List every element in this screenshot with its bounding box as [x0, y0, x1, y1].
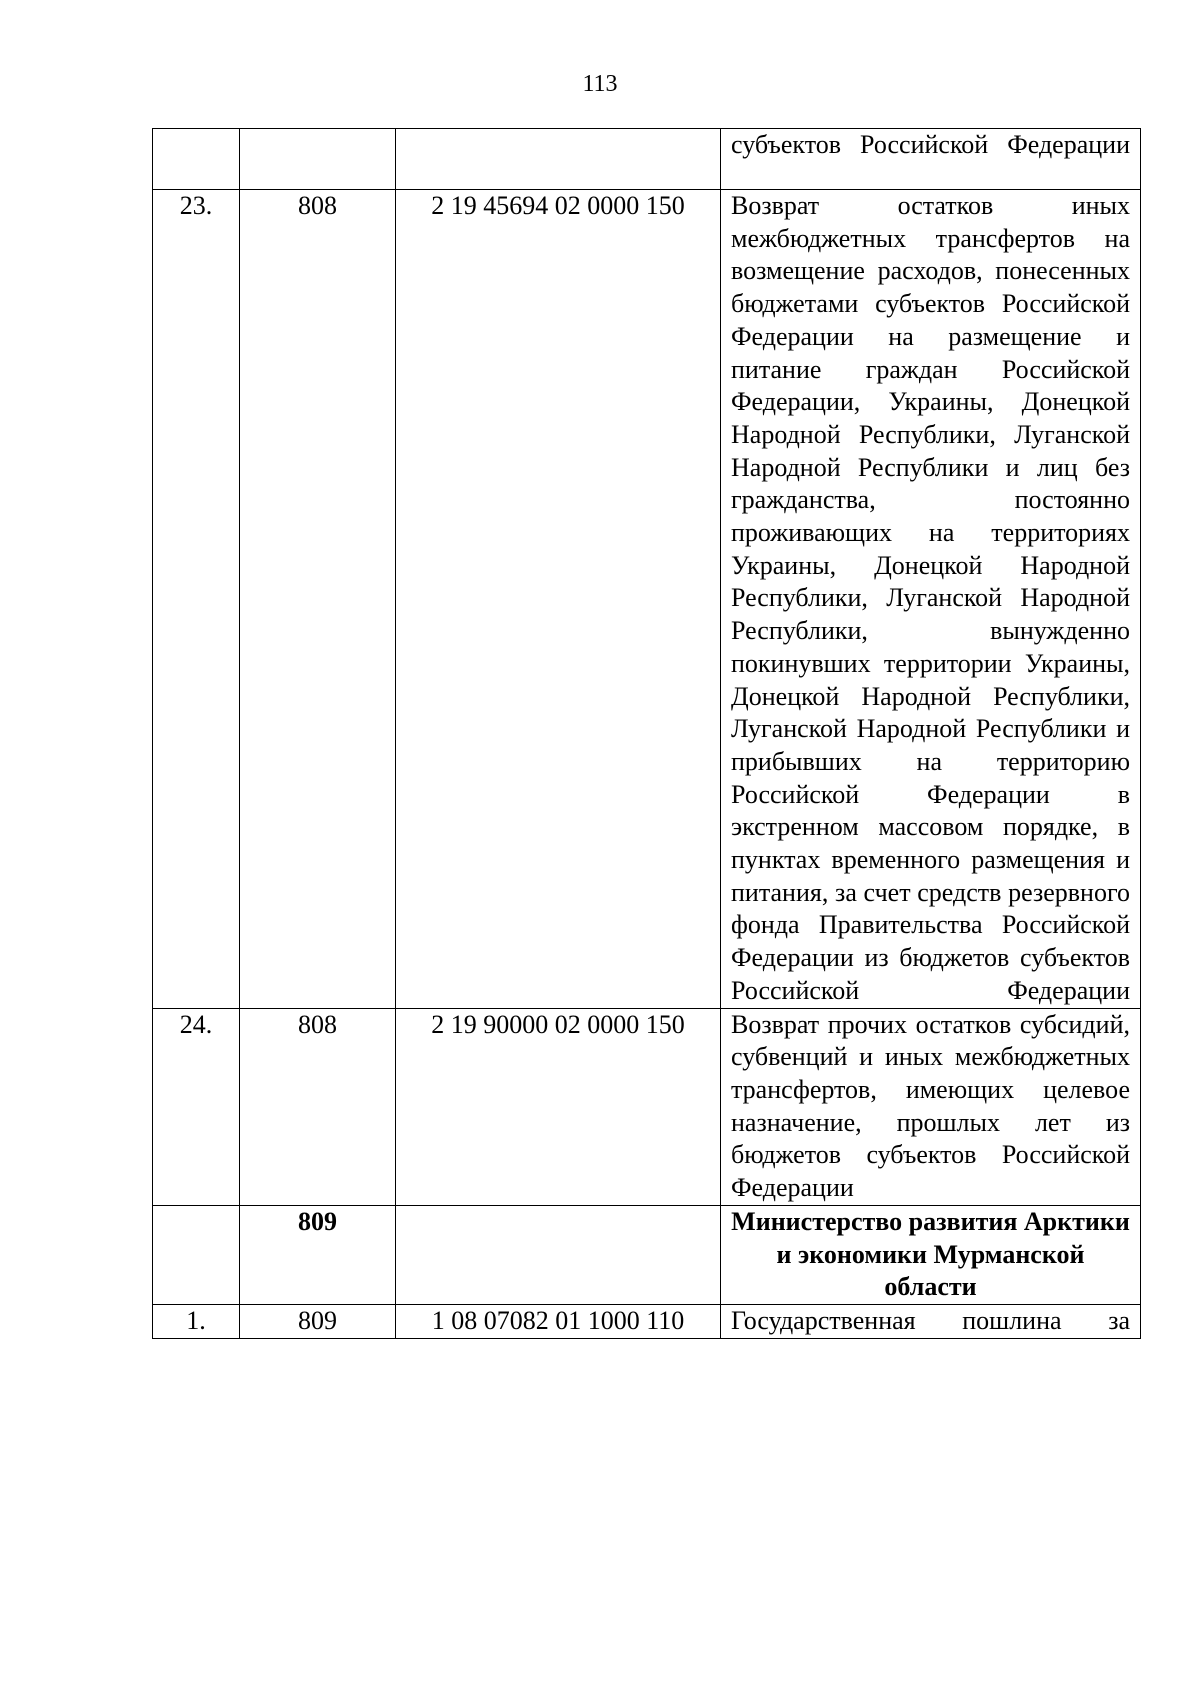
- row-number-cell: 1.: [153, 1304, 240, 1338]
- description-cell: Возврат остатков иных межбюджетных трансфертов на возмещение расходов, понесенных бюджетами субъектов Российской Федерации на размещение и питание граждан Российской Федерации, Украины, Донецкой Народной Республики, Луганской Народной Республики и лиц без гражданства, постоянно проживающих на территориях Украины, Донецкой Народной Республики, Луганской Народной Республики, вынужденно покинувших территории Украины, Донецкой Народной Республики, Луганской Народной Республики и прибывших на территорию Российской Федерации в экстренном массовом порядке, в пунктах временного размещения и питания, за счет средств резервного фонда Правительства Российской Федерации из бюджетов субъектов Российской Федерации: [721, 190, 1141, 1009]
- row-number-cell: 23.: [153, 190, 240, 1009]
- table-row-section-header: [153, 1205, 1141, 1304]
- table-row: [153, 129, 1141, 190]
- table-row: [153, 1304, 1141, 1338]
- table-row: [153, 190, 1141, 1009]
- row-number-cell: 24.: [153, 1008, 240, 1205]
- page-number: 113: [582, 71, 618, 97]
- budget-code-cell: [396, 1205, 721, 1304]
- row-number-cell: [153, 1205, 240, 1304]
- table-row: [153, 1008, 1141, 1205]
- row-number-cell: [153, 129, 240, 190]
- budget-code-cell: 2 19 90000 02 0000 150: [396, 1008, 721, 1205]
- description-cell: Возврат прочих остатков субсидий, субвенций и иных межбюджетных трансфертов, имеющих целевое назначение, прошлых лет из бюджетов субъектов Российской Федерации: [721, 1008, 1141, 1205]
- description-cell: Государственная пошлина за: [721, 1304, 1141, 1338]
- admin-code-cell: [240, 129, 396, 190]
- budget-code-cell: [396, 129, 721, 190]
- description-cell: субъектов Российской Федерации: [721, 129, 1141, 190]
- admin-code-cell: 808: [240, 1008, 396, 1205]
- budget-code-cell: 2 19 45694 02 0000 150: [396, 190, 721, 1009]
- budget-classification-table: [152, 128, 1141, 1339]
- admin-code-cell: 809: [240, 1304, 396, 1338]
- budget-code-cell: 1 08 07082 01 1000 110: [396, 1304, 721, 1338]
- ministry-name-cell: Министерство развития Арктики и экономики Мурманской области: [721, 1205, 1141, 1304]
- admin-code-cell: 809: [240, 1205, 396, 1304]
- admin-code-cell: 808: [240, 190, 396, 1009]
